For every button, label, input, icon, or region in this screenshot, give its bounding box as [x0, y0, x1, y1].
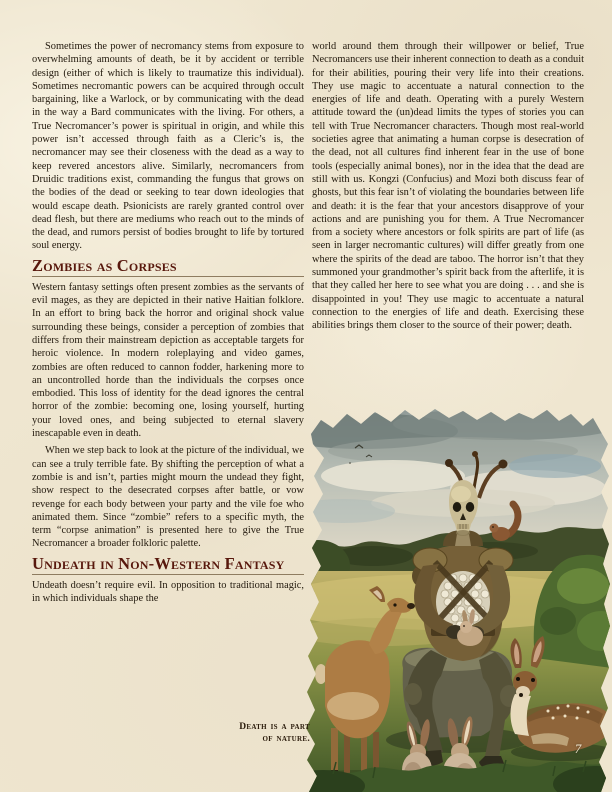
caption-line: of nature. — [262, 733, 310, 744]
necromancer-meadow-illustration — [303, 406, 612, 792]
section-heading-zombies-as-corpses: Zombies as Corpses — [32, 257, 304, 277]
paragraph: Sometimes the power of necromancy stems from exposure to overwhelming amounts of death, be it by accident or terrible design (either of which is likely to traumatize this individual). Sometimes necromantic powers can be acquired through occult bargaining, like a Warlock, or by communicating with the dead in the way a Bard communicates with the living. For others, a True Necromancer’s power is spiritual in origin, and while this power isn’t accessed through faith as a Cleric’s is, the necromancer may see their closeness with the dead as a way to keep revered ancestors alive. Similarly, necromancers from Druidic traditions exist, commanding the fungus that grows on the bodies of the dead or seeking to tear down ideologies that would escape death. Psionicists are rarely granted control over dead flesh, but there are mediums who reach out to the minds of the dead, and rumors persist of bodies brought to life by tortured soul energy. — [32, 41, 304, 252]
paragraph: Undeath doesn’t require evil. In opposition to traditional magic, in which individuals shape the — [32, 579, 304, 604]
section-heading-undeath-non-western: Undeath in Non-Western Fantasy — [32, 555, 304, 575]
caption-line: Death is a part — [239, 722, 310, 732]
paragraph: Western fantasy settings often present zombies as the servants of evil mages, as they are depicted in their native Haitian folklore. In an effort to bring back the horror and original shock value surrounding these beings, consider a perception of zombies that differs from their mainstream depiction as acceptable targets for heroic violence. In modern roleplaying and video games, zombies are often reduced to cannon fodder, harkening more to an uncontrolled horde than the individuals the corpses once embodied. This loss of identity for the dead ignores the central horror of the zombie: becoming one, losing yourself, hurting your loved ones, and being subjected to eternal slavery inescapable even in death. — [32, 281, 304, 440]
paragraph: When we step back to look at the picture of the individual, we can see a truly terrible fate. By shifting the perception of what a zombie is and isn’t, parties might mourn the undead they fight, show respect to the desecrated corpses after battle, or vow revenge for each body between your party and the vile foe who animated them. Since “zombie” refers to a specific myth, the term “corpse animation” is presented here to give the True Necromancer a broader folkloric palette. — [32, 445, 304, 550]
paragraph: world around them through their willpower or belief, True Necromancers use their inherent connection to death as a conduit for their abilities, pouring their very life into their creations. They use magic to accentuate a natural connection to the energies of life and death. Operating with a purely Western attitude toward the (un)dead limits the types of stories you can tell with True Necromancer characters. Though most real-world societies agree that animating a human corpse is desecration of the dead, not all cultures find inherent fear in the use of bone tools (especially animal bones), nor in the idea that the dead are still with us. Kongzi (Confucius) and Mozi both discuss fear of ghosts, but this fear isn’t of violating the boundaries between life and death: it is the fear that your ancestors disapprove of your actions and are punishing you for them. A True Necromancer from a society where ancestors or folk spirits are part of life (as seen in larger necromantic cultures) will differ greatly from one where the spirits of the dead are taboo. The horror isn’t that they summoned your grandmother’s spirit back from the afterlife, it is that they called her here to see what you are doing . . . and she is disappointed in you! They use magic to accentuate a natural connection to the energies of life and death. Exercising these abilities brings them closer to the source of their power; death. — [312, 41, 584, 332]
illustration-caption — [178, 722, 310, 745]
right-column — [312, 40, 584, 337]
illustration-canvas — [303, 406, 612, 792]
page-number: 7 — [574, 741, 582, 756]
left-column — [32, 40, 304, 609]
